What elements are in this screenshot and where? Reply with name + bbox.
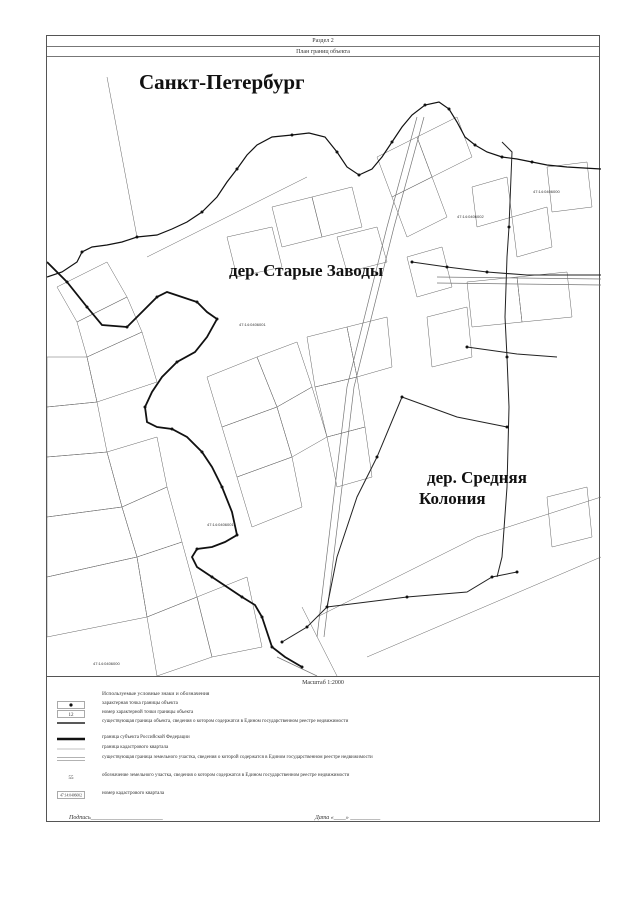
thick-line-symbol [57, 719, 85, 727]
section-subtitle: План границ объекта [47, 47, 599, 57]
point-symbol [57, 701, 85, 709]
label-koloniya: Колония [419, 489, 486, 508]
parcel-symbol [57, 773, 85, 781]
number-symbol [57, 710, 85, 718]
svg-text:55: 55 [68, 776, 74, 781]
label-saint-petersburg: Санкт-Петербург [139, 70, 305, 94]
thin-line-symbol [57, 745, 85, 753]
boundary-points [66, 104, 534, 669]
bold-line-symbol [57, 735, 85, 743]
signature-field: Подпись________________________ [69, 815, 163, 821]
label-stary-zavody: дер. Старые Заводы [229, 261, 384, 280]
legend-title: Используемые условные знаки и обозначения [102, 691, 210, 697]
plan-sheet [46, 35, 600, 822]
quarter-number: 47:14:0406001 [207, 522, 234, 527]
quarter-number: 47:14:0406000 [533, 189, 560, 194]
quarter-number: 47:14:0406002 [457, 214, 484, 219]
quarter-number: 47:14:0406001 [239, 322, 266, 327]
quarter-symbol [57, 791, 85, 799]
parcel-grid [47, 77, 601, 676]
svg-text:12: 12 [68, 713, 74, 718]
label-srednyaya: дер. Средняя [427, 468, 527, 487]
double-line-symbol [57, 755, 85, 763]
boundary-map [47, 57, 601, 676]
legend: Масштаб 1:2000 Используемые условные знаки и обозначения характерная точка границы объекта 12 номер характерной точки границы объекта существующая граница объекта, сведения о котором содержатся в Едином государственном реестре недвижимости граница субъекта Российской Федерации граница кадастрового квартала существующая граница земельного участка, сведения о которой содержатся в Едином государственном реестре недвижимости 55 обозначение земельного участка, сведения о котором содержатся в Едином государственном реестре недвижимости 47:14:0406002 номер кадастрового квартала Подпись________________________ Дата «____» __________ [47, 676, 599, 823]
section-header: Раздел 2 [47, 36, 599, 47]
date-field: Дата «____» __________ [315, 815, 381, 821]
quarter-number: 47:14:0406000 [93, 661, 120, 666]
map-scale: Масштаб 1:2000 [302, 680, 344, 686]
svg-text:47:14:0406002: 47:14:0406002 [60, 793, 82, 798]
roads [277, 117, 601, 676]
